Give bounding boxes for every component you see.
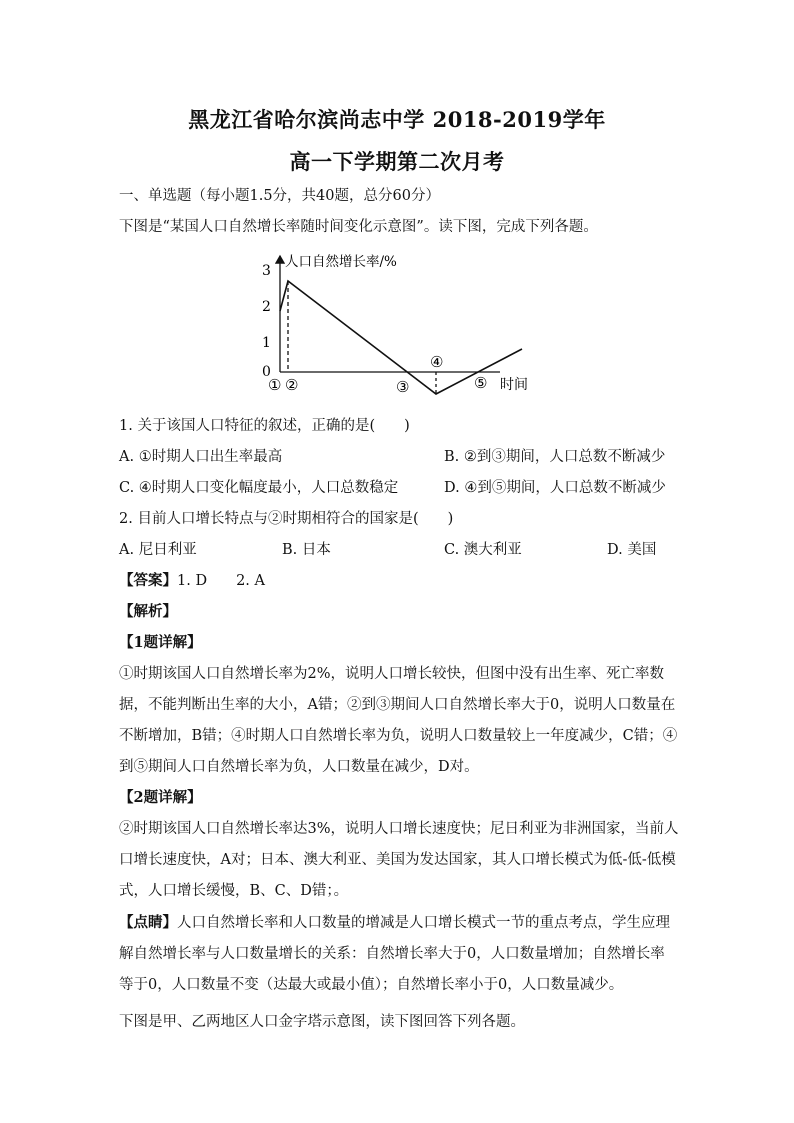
tip-label: 【点睛】	[119, 914, 177, 931]
q1-option-a: A. ①时期人口出生率最高	[119, 449, 283, 465]
q2-option-a: A. 尼日利亚	[119, 542, 197, 558]
document-title-line2: 高一下学期第二次月考	[289, 149, 505, 174]
next-question-intro: 下图是甲、乙两地区人口金字塔示意图，读下图回答下列各题。	[119, 1014, 525, 1030]
detail-2-label: 【2题详解】	[119, 789, 202, 806]
answer-label: 【答案】	[119, 572, 177, 589]
analysis-label: 【解析】	[119, 603, 177, 620]
x-axis-label: 时间	[500, 377, 528, 393]
y-tick-2: 2	[262, 299, 271, 315]
q1-option-d: D. ④到⑤期间，人口总数不断减少	[444, 480, 666, 496]
marker-1: ①	[268, 376, 282, 394]
detail-1-label: 【1题详解】	[119, 634, 202, 651]
y-tick-0: 0	[262, 364, 271, 380]
answer-line	[119, 571, 265, 591]
section-heading: 一、单选题（每小题1.5分，共40题，总分60分）	[119, 188, 440, 204]
y-tick-3: 3	[262, 263, 271, 279]
y-tick-1: 1	[262, 335, 271, 351]
marker-4: ④	[430, 353, 444, 371]
q2-option-c: C. 澳大利亚	[444, 542, 522, 558]
q2-option-b: B. 日本	[282, 542, 331, 558]
growth-rate-figure	[250, 248, 550, 398]
question-intro: 下图是“某国人口自然增长率随时间变化示意图”。读下图，完成下列各题。	[119, 219, 598, 235]
answer-text: 1. D 2. A	[177, 573, 265, 589]
q1-option-c: C. ④时期人口变化幅度最小，人口总数稳定	[119, 480, 399, 496]
document-title-line1: 黑龙江省哈尔滨尚志中学 2018-2019学年	[188, 107, 606, 132]
tip-paragraph	[119, 907, 679, 1001]
q2-option-d: D. 美国	[607, 542, 657, 558]
question-2-stem: 2. 目前人口增长特点与②时期相符合的国家是( )	[119, 511, 454, 527]
detail-2-text: ②时期该国人口自然增长率达3%，说明人口增长速度快；尼日利亚为非洲国家，当前人口增长速度快，A对；日本、澳大利亚、美国为发达国家，其人口增长模式为低-低-低模式，人口增长缓慢，B、C、D错；。	[119, 821, 679, 899]
q1-option-b: B. ②到③期间，人口总数不断减少	[444, 449, 666, 465]
y-axis-label: 人口自然增长率/%	[285, 254, 397, 270]
marker-5: ⑤	[474, 374, 488, 392]
tip-text: 人口自然增长率和人口数量的增减是人口增长模式一节的重点考点，学生应理解自然增长率与人口数量增长的关系：自然增长率大于0，人口数量增加；自然增长率等于0，人口数量不变（达最大或最小值）；自然增长率小于0，人口数量减少。	[119, 915, 670, 993]
marker-2: ②	[285, 376, 299, 394]
marker-3: ③	[396, 378, 410, 396]
detail-1-text: ①时期该国人口自然增长率为2%，说明人口增长较快，但图中没有出生率、死亡率数据，不能判断出生率的大小，A错；②到③期间人口自然增长率大于0，说明人口数量在不断增加，B错；④时期人口自然增长率为负，说明人口数量较上一年度减少，C错；④到⑤期间人口自然增长率为负，人口数量在减少，D对。	[119, 666, 678, 775]
question-1-stem: 1. 关于该国人口特征的叙述，正确的是( )	[119, 418, 410, 434]
